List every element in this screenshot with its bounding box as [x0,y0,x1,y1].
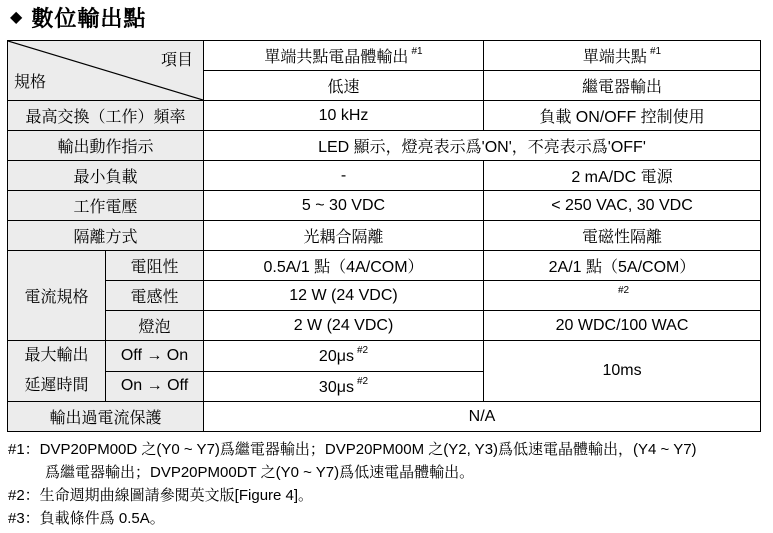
footnote-ref: #2 [617,285,630,296]
table-row [8,161,761,191]
cell-value: 光耦合隔離 [204,221,484,251]
table-row [8,191,761,221]
digital-output-spec-table [7,40,761,432]
cell-value: 10 kHz [204,101,484,131]
cell-value: 12 W (24 VDC) [204,281,484,311]
header-relay-sub: 繼電器輸出 [484,71,761,101]
footnote-1-cont: 爲繼電器輸出；DVP20PM00DT 之(Y0 ~ Y7)爲低速電晶體輸出。 [45,464,475,481]
footnote-1: #1：DVP20PM00D 之(Y0 ~ Y7)爲繼電器輸出；DVP20PM00M 之(Y2, Y3)爲低速電晶體輸出，(Y4 ~ Y7) [8,441,697,458]
cell-value: 負載 ON/OFF 控制使用 [484,101,761,131]
header-transistor-sub: 低速 [204,71,484,101]
cell-value: - [204,161,484,191]
cell-value: 2A/1 點（5A/COM） [484,251,761,281]
table-row [8,402,761,432]
row-label: 最小負載 [8,161,204,191]
cell-value: 5 ~ 30 VDC [204,191,484,221]
row-label: 最高交換（工作）頻率 [8,101,204,131]
row-label: 輸出過電流保護 [8,402,204,432]
header-transistor: 單端共點電晶體輸出 $^{\#1}$ [204,41,484,71]
sub-label: 燈泡 [106,311,204,341]
footnotes [8,438,697,530]
table-row [8,101,761,131]
cell-value: LED 顯示，燈亮表示爲'ON'，不亮表示爲'OFF' [204,131,761,161]
footnote-2: #2：生命週期曲線圖請參閱英文版[Figure 4]。 [8,487,314,504]
cell-value [484,281,761,311]
header-spec-label: 規格 [14,74,47,91]
sub-label: 電感性 [106,281,204,311]
cell-value: 20μs $^{\#2}$ [204,341,484,372]
header-row-1 [8,41,761,71]
section-title-text: 數位輸出點 [31,5,147,31]
table-row [8,131,761,161]
cell-value: 2 W (24 VDC) [204,311,484,341]
row-label: 輸出動作指示 [8,131,204,161]
cell-value: 30μs $^{\#2}$ [204,371,484,402]
cell-value: 20 WDC/100 WAC [484,311,761,341]
table-row [8,341,761,372]
cell-value: 2 mA/DC 電源 [484,161,761,191]
diamond-bullet-icon: ◆ [10,9,24,26]
section-title [10,4,146,30]
footnote-3: #3：負載條件爲 0.5A。 [8,510,165,527]
header-corner-cell [8,41,204,101]
cell-value: 電磁性隔離 [484,221,761,251]
row-label-current: 電流規格 [8,251,106,341]
cell-value: N/A [204,402,761,432]
sub-label: On → Off [106,371,204,402]
sub-label: 電阻性 [106,251,204,281]
row-label: 隔離方式 [8,221,204,251]
header-relay: 單端共點 $^{\#1}$ [484,41,761,71]
table-row [8,251,761,281]
cell-value: 0.5A/1 點（4A/COM） [204,251,484,281]
table-row [8,311,761,341]
table-row [8,221,761,251]
cell-value: 10ms [484,341,761,402]
row-label-delay: 最大輸出 延遲時間 [8,341,106,402]
table-row [8,281,761,311]
row-label: 工作電壓 [8,191,204,221]
cell-value: < 250 VAC, 30 VDC [484,191,761,221]
sub-label: Off → On [106,341,204,372]
header-item-label: 項目 [160,52,193,69]
